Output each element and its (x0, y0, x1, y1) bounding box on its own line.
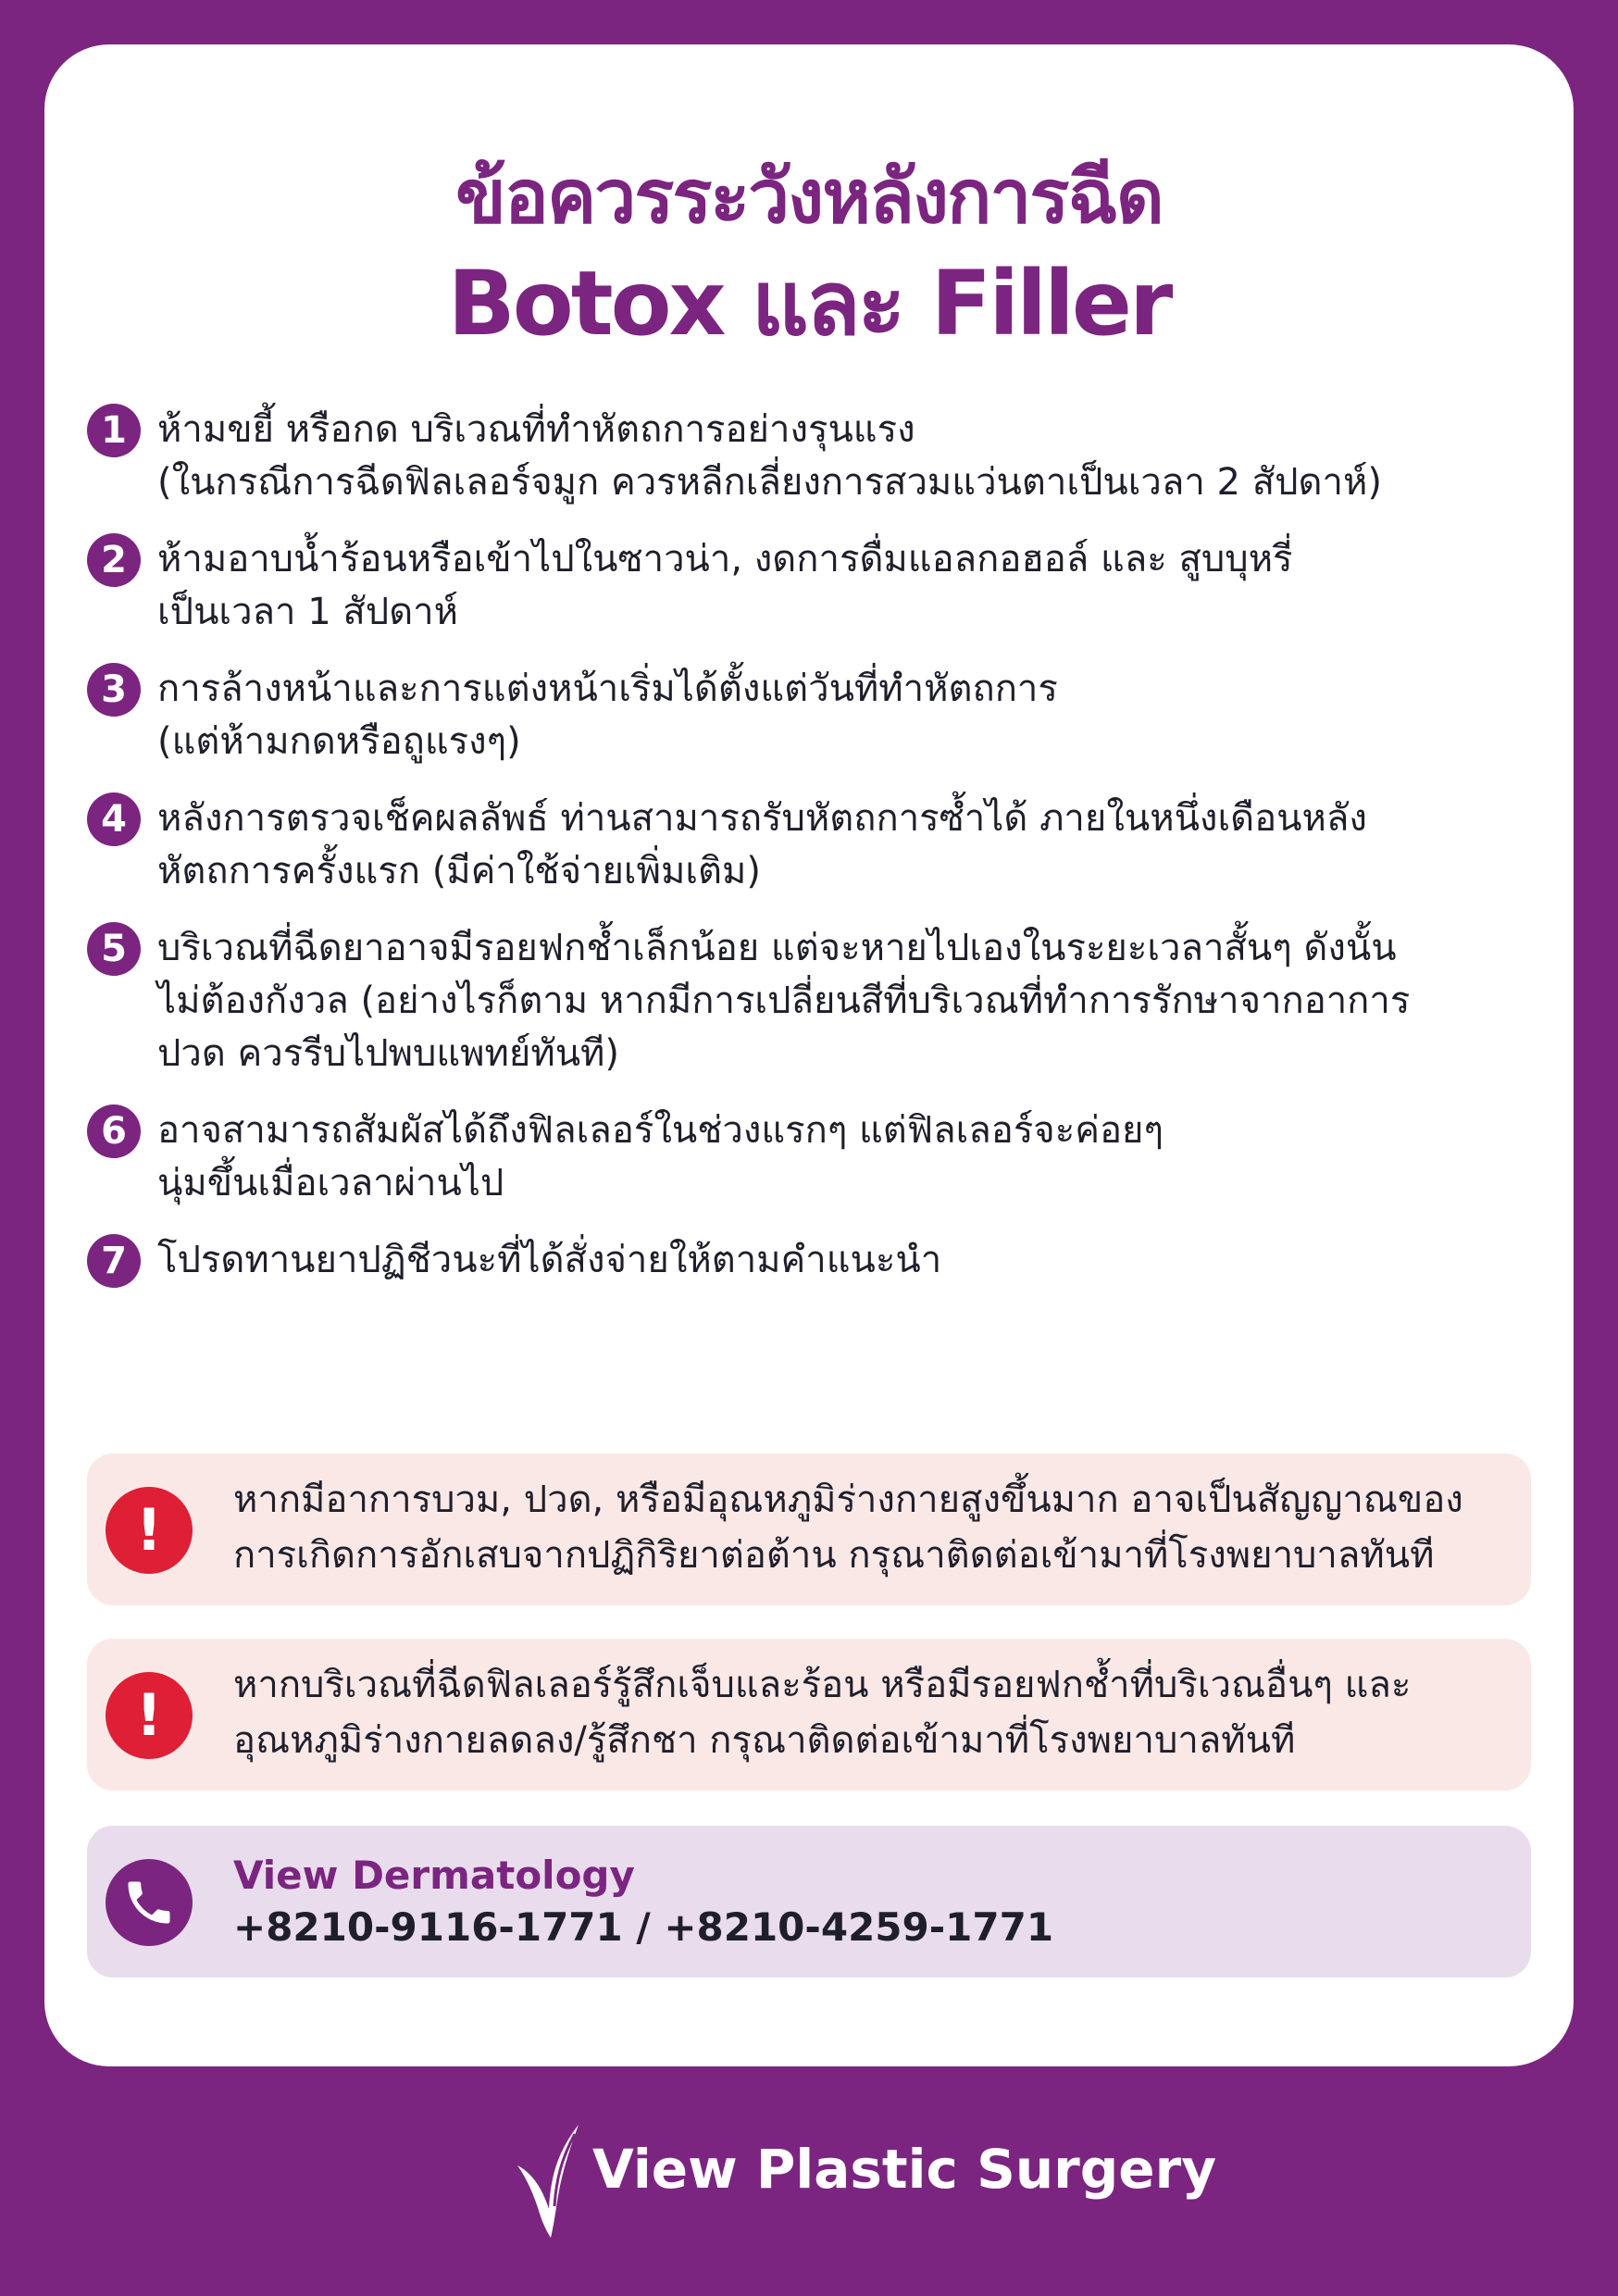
item-number-badge: 7 (87, 1234, 141, 1288)
list-item (87, 1104, 1550, 1210)
item-number-badge: 1 (87, 404, 141, 457)
list-item (87, 663, 1550, 768)
warning-text: หากบริเวณที่ฉีดฟิลเลอร์รู้สึกเจ็บและร้อน หรือมีรอยฟกช้ำที่บริเวณอื่นๆ และ อุณหภูมิร่างกายลดลง/รู้สึกชา กรุณาติดต่อเข้ามาที่โรงพยาบาลทันที (233, 1664, 1412, 1762)
list-item (87, 792, 1550, 898)
item-number-badge: 6 (87, 1104, 141, 1158)
item-text: การล้างหน้าและการแต่งหน้าเริ่มได้ตั้งแต่วันที่ทำหัตถการ (แต่ห้ามกดหรือถูแรงๆ) (157, 668, 1058, 763)
item-number-badge: 3 (87, 663, 141, 717)
instruction-list (87, 404, 1550, 1288)
phone-numbers: +8210-9116-1771 / +8210-4259-1771 (233, 1904, 1054, 1950)
list-item (87, 533, 1550, 639)
list-item (87, 1234, 1550, 1288)
item-number-badge: 5 (87, 922, 141, 976)
page-title: ข้อควรระวังหลังการฉีด (455, 154, 1163, 240)
list-item (87, 922, 1550, 1080)
clinic-name: View Dermatology (233, 1853, 635, 1898)
contact-box (87, 1826, 1531, 1978)
view-leaf-logo-icon (514, 2121, 588, 2245)
item-number-badge: 2 (87, 533, 141, 587)
item-text: อาจสามารถสัมผัสได้ถึงฟิลเลอร์ในช่วงแรกๆ แต่ฟิลเลอร์จะค่อยๆ นุ่มขึ้นเมื่อเวลาผ่านไป (157, 1109, 1164, 1204)
item-text: หลังการตรวจเช็คผลลัพธ์ ท่านสามารถรับหัตถการซ้ำได้ ภายในหนึ่งเดือนหลัง หัตถการครั้งแรก (มีค่าใช้จ่ายเพิ่มเติม) (157, 797, 1367, 892)
warning-box (87, 1454, 1531, 1605)
page-subtitle: Botox และ Filler (447, 252, 1171, 356)
item-text: ห้ามอาบน้ำร้อนหรือเข้าไปในซาวน่า, งดการดื่มแอลกอฮอล์ และ สูบบุหรี่ เป็นเวลา 1 สัปดาห์ (157, 538, 1293, 633)
warning-text: หากมีอาการบวม, ปวด, หรือมีอุณหภูมิร่างกายสูงขึ้นมาก อาจเป็นสัญญาณของ การเกิดการอักเสบจากปฏิกิริยาต่อต้าน กรุณาติดต่อเข้ามาที่โรงพยาบาลทันที (233, 1479, 1463, 1577)
item-text: โปรดทานยาปฏิชีวนะที่ได้สั่งจ่ายให้ตามคำแนะนำ (157, 1239, 942, 1281)
footer (0, 2115, 1618, 2227)
warning-box (87, 1639, 1531, 1791)
phone-icon (106, 1859, 193, 1946)
list-item (87, 404, 1550, 509)
content-card (44, 44, 1574, 2066)
item-number-badge: 4 (87, 792, 141, 846)
exclamation-icon: ! (106, 1487, 193, 1574)
item-text: ห้ามขยี้ หรือกด บริเวณที่ทำหัตถการอย่างรุนแรง (ในกรณีการฉีดฟิลเลอร์จมูก ควรหลีกเลี่ยงการสวมแว่นตาเป็นเวลา 2 สัปดาห์) (157, 408, 1382, 504)
item-text: บริเวณที่ฉีดยาอาจมีรอยฟกช้ำเล็กน้อย แต่จะหายไปเองในระยะเวลาสั้นๆ ดังนั้น ไม่ต้องกังวล (อย่างไรก็ตาม หากมีการเปลี่ยนสีที่บริเวณที่ทำการรักษาจากอาการ ปวด ควรรีบไปพบแพทย์ทันที) (157, 927, 1411, 1075)
exclamation-icon: ! (106, 1672, 193, 1759)
brand-name: View Plastic Surgery (592, 2138, 1217, 2201)
